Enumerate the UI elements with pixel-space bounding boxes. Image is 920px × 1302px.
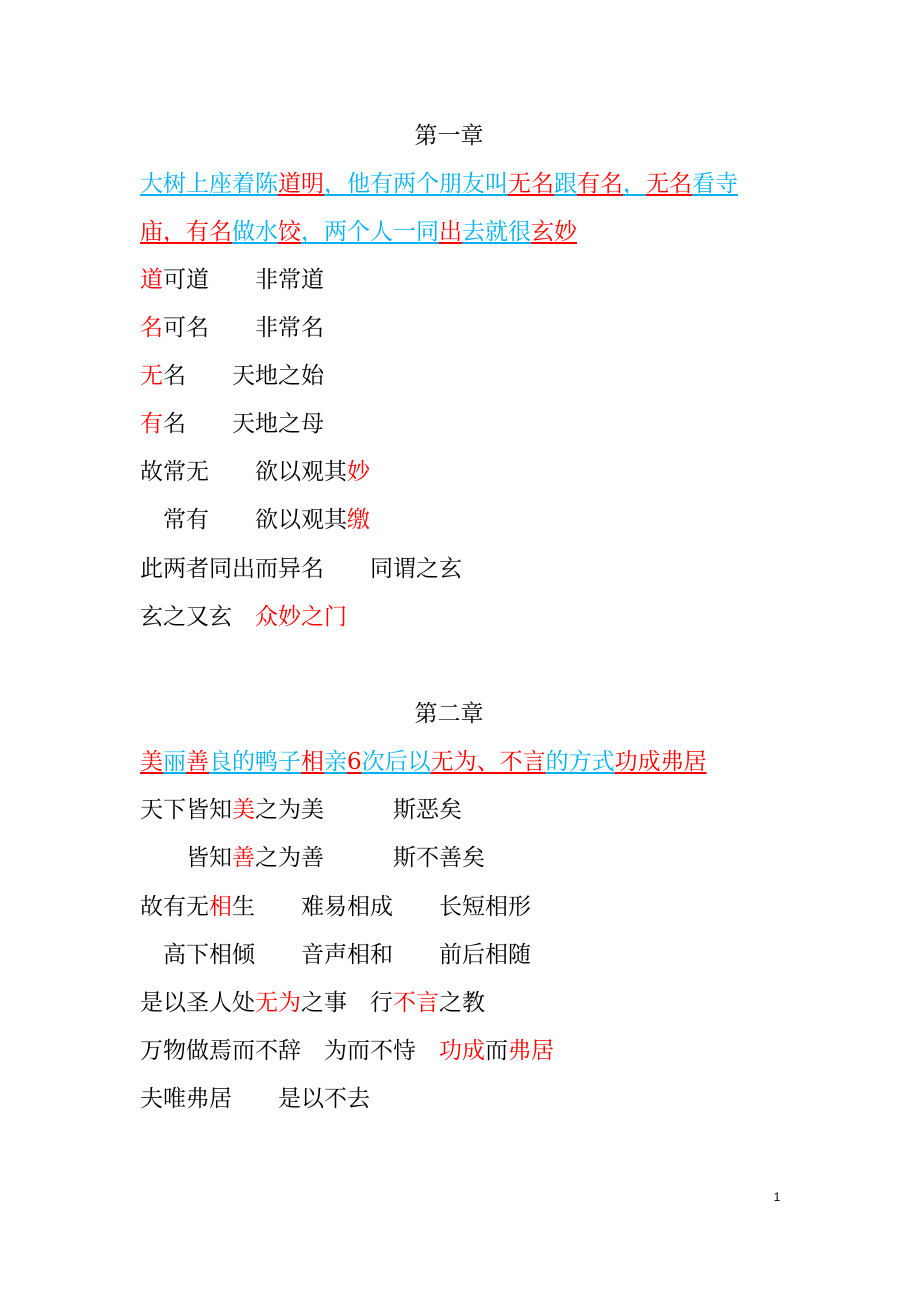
verse-line <box>140 266 324 294</box>
text-segment: 良的鸭子 <box>209 749 301 775</box>
text-segment: 6 <box>347 749 362 775</box>
verse-line <box>140 844 485 872</box>
text-segment: 万物做焉而不辞 为而不恃 <box>140 1038 439 1064</box>
text-segment: 看寺 <box>692 171 738 197</box>
text-segment: 缴 <box>347 507 370 533</box>
text-segment: 饺 <box>278 219 301 245</box>
verse-line <box>140 1037 554 1065</box>
verse-line <box>140 989 485 1017</box>
text-segment: 有名 <box>186 219 232 245</box>
text-segment: 名 天地之始 <box>163 363 324 389</box>
text-segment: 之教 <box>439 990 485 1016</box>
text-segment: 生 难易相成 长短相形 <box>232 894 531 920</box>
text-segment: 玄之又玄 <box>140 604 255 630</box>
text-segment: 跟 <box>554 171 577 197</box>
text-segment: 名 天地之母 <box>163 411 324 437</box>
text-segment: 故常无 欲以观其 <box>140 459 347 485</box>
text-segment: 善 <box>186 749 209 775</box>
verse-line <box>140 555 462 583</box>
text-segment: 而 <box>485 1038 508 1064</box>
text-segment: 无名 <box>646 171 692 197</box>
text-segment: 弗居 <box>508 1038 554 1064</box>
text-segment: 无为 <box>255 990 301 1016</box>
text-segment: 无名 <box>508 171 554 197</box>
verse-line <box>140 1085 370 1113</box>
mnemonic-line <box>140 170 738 198</box>
text-segment: 此两者同出而异名 同谓之玄 <box>140 556 462 582</box>
text-segment: 次后以 <box>361 749 431 775</box>
text-segment: 亲 <box>324 749 347 775</box>
text-segment: 不言 <box>393 990 439 1016</box>
verse-line <box>140 603 347 631</box>
text-segment: ， <box>623 171 646 197</box>
text-segment: 去就很 <box>462 219 531 245</box>
text-segment: 玄妙 <box>531 219 577 245</box>
text-segment: 众妙之门 <box>255 604 347 630</box>
text-segment: 之为善 斯不善矣 <box>255 845 485 871</box>
chapter-title: 第二章 <box>414 701 484 727</box>
text-segment: 道明 <box>278 171 324 197</box>
text-segment: 天下皆知 <box>140 797 232 823</box>
text-segment: 皆知 <box>140 845 232 871</box>
text-segment: 是以圣人处 <box>140 990 255 1016</box>
text-segment: 道 <box>140 267 163 293</box>
text-segment: 功成 <box>439 1038 485 1064</box>
text-segment: 相 <box>301 749 324 775</box>
text-segment: 可道 非常道 <box>163 267 324 293</box>
verse-line <box>140 458 370 486</box>
text-segment: 可名 非常名 <box>163 315 324 341</box>
chapter-title: 第一章 <box>414 123 484 149</box>
text-segment: 有 <box>140 411 163 437</box>
text-segment: 名 <box>140 315 163 341</box>
page-number: 1 <box>773 1190 781 1204</box>
text-segment: 常有 欲以观其 <box>140 507 347 533</box>
verse-line <box>140 506 370 534</box>
verse-line <box>140 362 324 390</box>
verse-line <box>140 314 324 342</box>
verse-line <box>140 941 531 969</box>
text-segment: 做水 <box>232 219 278 245</box>
text-segment: 的方式 <box>545 749 615 775</box>
text-segment: 善 <box>232 845 255 871</box>
text-segment: 美 <box>232 797 255 823</box>
text-segment: 出 <box>439 219 462 245</box>
text-segment: 有名 <box>577 171 623 197</box>
text-segment: 大树上座着陈 <box>140 171 278 197</box>
verse-line <box>140 410 324 438</box>
text-segment: 无 <box>140 363 163 389</box>
verse-line <box>140 796 462 824</box>
text-segment: 妙 <box>347 459 370 485</box>
text-segment: 高下相倾 音声相和 前后相随 <box>140 942 531 968</box>
text-segment: 故有无 <box>140 894 209 920</box>
text-segment: 无为、不言 <box>430 749 546 775</box>
text-segment: 之为美 斯恶矣 <box>255 797 462 823</box>
text-segment: 相 <box>209 894 232 920</box>
text-segment: ，两个人一同 <box>301 219 439 245</box>
mnemonic-line <box>140 218 577 246</box>
mnemonic-line <box>140 748 707 776</box>
text-segment: 之事 行 <box>301 990 393 1016</box>
text-segment: 功成弗居 <box>614 749 707 775</box>
verse-line <box>140 893 531 921</box>
text-segment: 丽 <box>163 749 186 775</box>
text-segment: 庙， <box>140 219 186 245</box>
text-segment: ，他有两个朋友叫 <box>324 171 508 197</box>
text-segment: 夫唯弗居 是以不去 <box>140 1086 370 1112</box>
text-segment: 美 <box>140 749 163 775</box>
